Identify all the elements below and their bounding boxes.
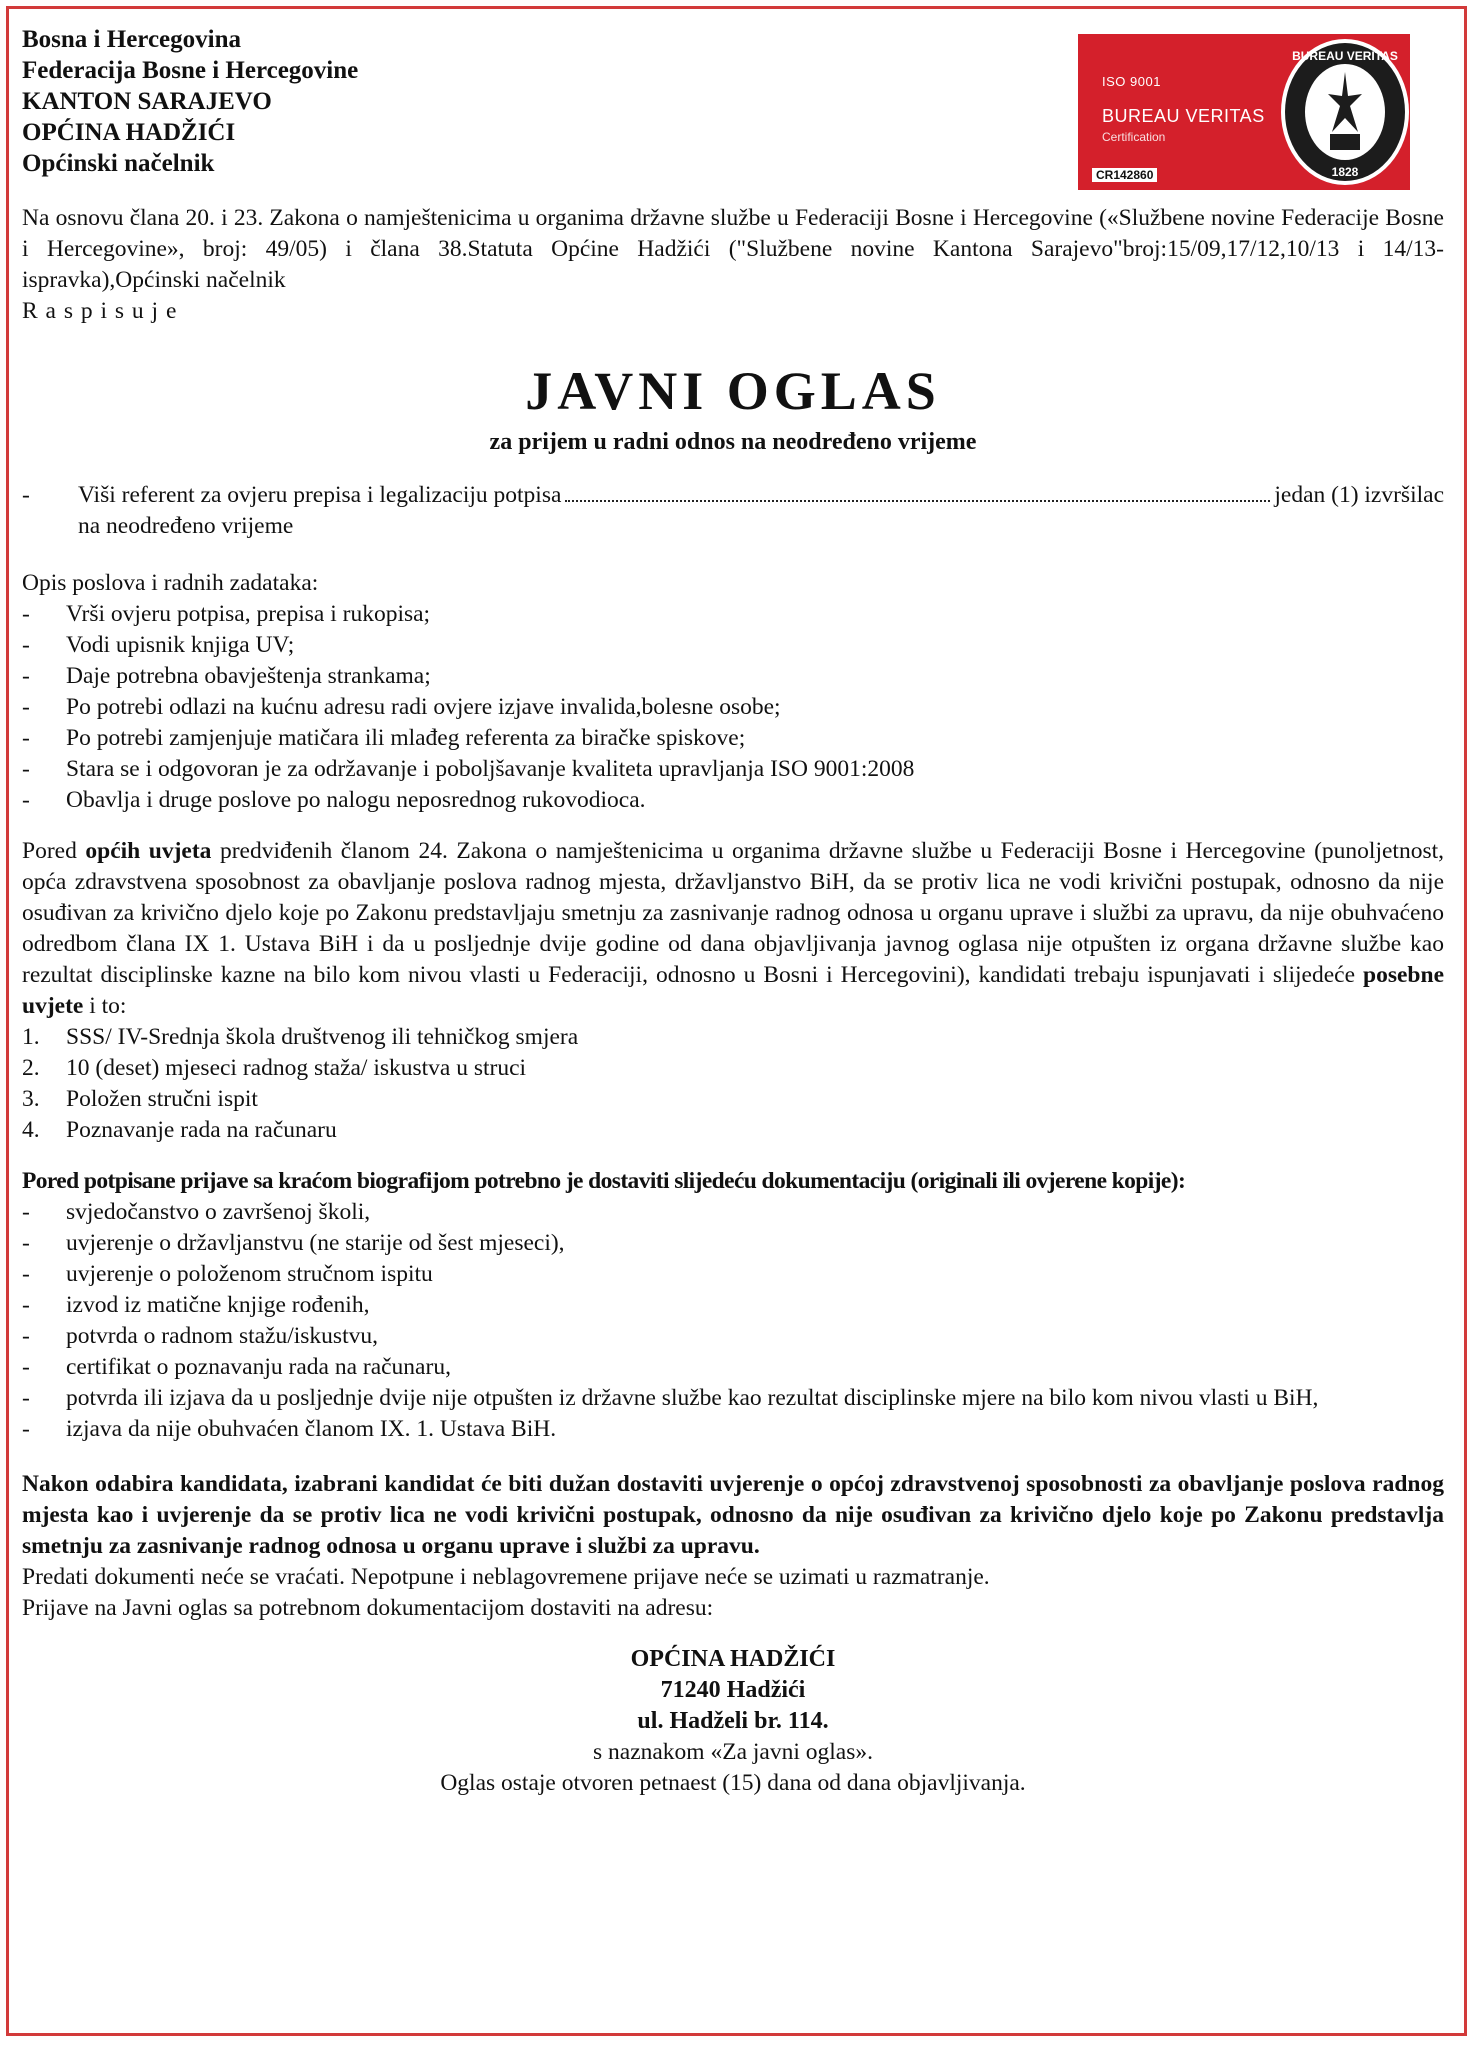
mark-note: s naznakom «Za javni oglas». bbox=[593, 1739, 873, 1765]
address-block bbox=[22, 1644, 1444, 1799]
position-name: Viši referent za ovjeru prepisa i legalizaciju potpisa bbox=[78, 482, 562, 508]
list-item: - izjava da nije obuhvaćen članom IX. 1. Ustava BiH. bbox=[22, 1416, 557, 1442]
logo-brand: BUREAU VERITAS bbox=[1102, 106, 1265, 126]
page-title: JAVNI OGLAS bbox=[525, 361, 941, 421]
raspisuje-label: R a s p i s u j e bbox=[22, 298, 178, 324]
dotted-leader bbox=[565, 500, 1270, 502]
issuer-block bbox=[22, 24, 1444, 179]
position-dash: - bbox=[22, 482, 30, 508]
document-body bbox=[22, 24, 1444, 1799]
address-line: ul. Hadželi br. 114. bbox=[637, 1708, 829, 1734]
duties-heading: Opis poslova i radnih zadataka: bbox=[22, 570, 319, 596]
list-item: 1. SSS/ IV-Srednja škola društvenog ili tehničkog smjera bbox=[22, 1024, 579, 1050]
list-item: - Po potrebi odlazi na kućnu adresu radi ovjere izjave invalida,bolesne osobe; bbox=[22, 694, 781, 720]
page-subtitle: za prijem u radni odnos na neodređeno vrijeme bbox=[489, 429, 977, 455]
list-item: - Vodi upisnik knjiga UV; bbox=[22, 632, 295, 658]
list-item: - Daje potrebna obavještenja strankama; bbox=[22, 663, 431, 689]
list-item: - uvjerenje o položenom stručnom ispitu bbox=[22, 1261, 433, 1287]
logo-code: CR142860 bbox=[1092, 168, 1157, 182]
list-item: - Obavlja i druge poslove po nalogu neposrednog rukovodioca. bbox=[22, 787, 646, 813]
returns-note: Predati dokumenti neće se vraćati. Nepotpune i neblagovremene prijave neće se uzimati u razmatranje. bbox=[22, 1564, 990, 1590]
docs-list bbox=[22, 1197, 1444, 1445]
list-item: - uvjerenje o državljanstvu (ne starije od šest mjeseci), bbox=[22, 1230, 565, 1256]
list-item: - Po potrebi zamjenjuje matičara ili mlađeg referenta za biračke spiskove; bbox=[22, 725, 746, 751]
address-line: 71240 Hadžići bbox=[660, 1677, 806, 1703]
list-item: - Vrši ovjeru potpisa, prepisa i rukopisa; bbox=[22, 601, 431, 627]
conditions-paragraph: Pored općih uvjeta predviđenih članom 24. Zakona o namještenicima u organima državne službe u Federaciji Bosne i Hercegovine (punoljetnost, opća zdravstvena sposobnost za obavljanje poslova radnog mjesta, državljanstvo BiH, da se protiv lica ne vodi krivični postupak, odnosno da nije osuđivan za krivično djelo koje po Zakonu predstavljaju smetnju za zasnivanje radnog odnosa u organu uprave i službi za upravu, da nije obuhvaćeno odredbom člana IX 1. Ustava BiH i da u posljednje dvije godine od dana objavljivanja javnog oglasa nije otpušten iz organa državne službe kao rezultat disciplinske kazne na bilo kom nivou vlasti u Federaciji, odnosno u Bosni i Hercegovini), kandidati trebaju ispunjavati i slijedeće posebne uvjete i to: bbox=[22, 838, 1445, 1019]
issuer-line: Bosna i Hercegovina bbox=[22, 26, 241, 53]
docs-heading: Pored potpisane prijave sa kraćom biografijom potrebno je dostaviti slijedeću dokumentaciju (originali ili ovjerene kopije): bbox=[22, 1168, 1186, 1194]
seal-year: 1828 bbox=[1331, 165, 1359, 179]
position-term: na neodređeno vrijeme bbox=[78, 513, 294, 539]
logo-cert: Certification bbox=[1102, 130, 1166, 144]
duties-list bbox=[22, 599, 1444, 816]
issuer-line: OPĆINA HADŽIĆI bbox=[22, 119, 236, 146]
issuer-line: Općinski načelnik bbox=[22, 150, 215, 177]
issuer-line: Federacija Bosne i Hercegovine bbox=[22, 57, 359, 84]
list-item: - potvrda ili izjava da u posljednje dvije nije otpušten iz državne službe kao rezultat disciplinske mjere na bilo kom nivou vlasti u BiH, bbox=[22, 1385, 1319, 1411]
list-item: 4. Poznavanje rada na računaru bbox=[22, 1117, 337, 1143]
list-item: - izvod iz matične knjige rođenih, bbox=[22, 1292, 370, 1318]
open-note: Oglas ostaje otvoren petnaest (15) dana od dana objavljivanja. bbox=[440, 1770, 1026, 1796]
position-count: jedan (1) izvršilac bbox=[1274, 482, 1444, 508]
seal-top-text: BUREAU VERITAS bbox=[1292, 49, 1398, 63]
issuer-line: KANTON SARAJEVO bbox=[22, 88, 272, 115]
address-line: OPĆINA HADŽIĆI bbox=[630, 1646, 836, 1672]
position-entry bbox=[22, 480, 1444, 542]
list-item: - certifikat o poznavanju rada na računaru, bbox=[22, 1354, 451, 1380]
submit-note: Prijave na Javni oglas sa potrebnom dokumentacijom dostaviti na adresu: bbox=[22, 1595, 714, 1621]
list-item: - potvrda o radnom stažu/iskustvu, bbox=[22, 1323, 378, 1349]
list-item: - Stara se i odgovoran je za održavanje i poboljšavanje kvaliteta upravljanja ISO 9001:2008 bbox=[22, 756, 915, 782]
intro-paragraph: Na osnovu člana 20. i 23. Zakona o namještenicima u organima državne službe u Federaciji Bosne i Hercegovine («Službene novine Federacije Bosne i Hercegovine», broj: 49/05) i člana 38.Statuta Općine Hadžići ("Službene novine Kantona Sarajevo"broj:15/09,17/12,10/13 i 14/13-ispravka),Općinski načelnik bbox=[22, 205, 1444, 293]
list-item: - svjedočanstvo o završenoj školi, bbox=[22, 1199, 371, 1225]
special-conditions-list bbox=[22, 1022, 1444, 1146]
logo-iso: ISO 9001 bbox=[1102, 74, 1161, 89]
list-item: 2. 10 (deset) mjeseci radnog staža/ iskustva u struci bbox=[22, 1055, 527, 1081]
selection-note: Nakon odabira kandidata, izabrani kandidat će biti dužan dostaviti uvjerenje o općoj zdravstvenoj sposobnosti za obavljanje poslova radnog mjesta kao i uvjerenje da se protiv lica ne vodi krivični postupak, odnosno da nije osuđivan za krivično djelo koje po Zakonu predstavlja smetnju za zasnivanje radnog odnosa u organu uprave i službi za upravu. bbox=[22, 1471, 1444, 1559]
list-item: 3. Položen stručni ispit bbox=[22, 1086, 258, 1112]
